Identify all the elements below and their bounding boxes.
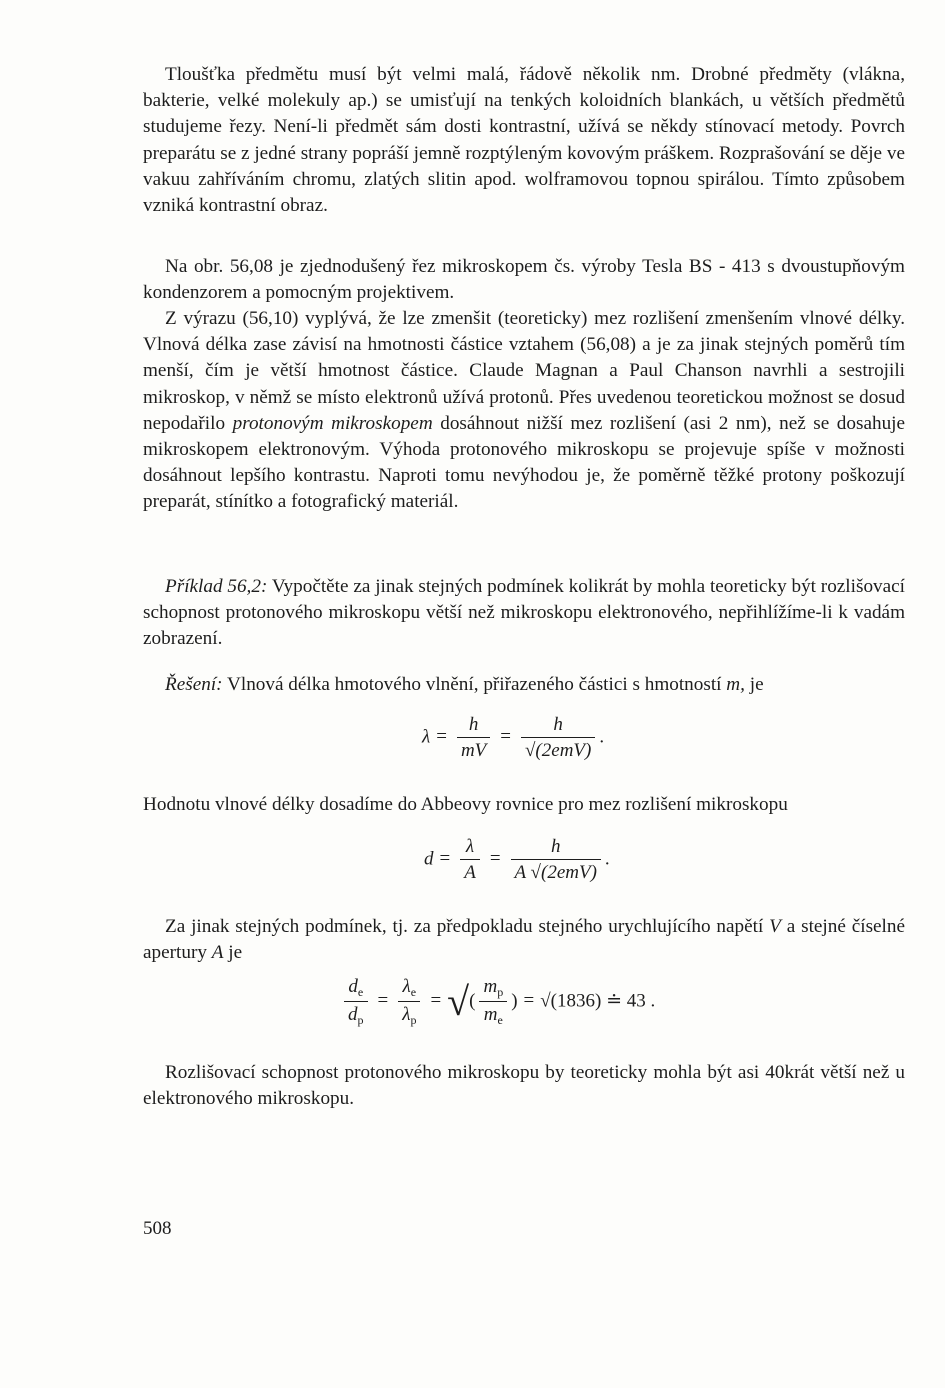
paragraph-text: dosáhnout nižší mez rozlišení (asi 2 nm), než se dosahuje mikroskopem elektronovým. Výhoda protonového mikroskopu se projevuje spíše v možnosti dosáhnout lepšího kontrastu. Naproti tomu nevýhodou je, že poměrně těžké protony poškozují preparát, stínítko a fotografický materiál. [143, 412, 906, 513]
fraction-h-mv [457, 714, 490, 762]
paragraph-specimen-preparation [143, 62, 905, 219]
period: . [599, 726, 605, 748]
solution-tail: je [749, 674, 764, 695]
formula-wavelength [422, 714, 604, 762]
subscript: p [357, 1013, 364, 1027]
numerator [479, 976, 507, 1002]
formula-resolution-limit [424, 836, 610, 884]
fraction-h-sqrt [521, 714, 595, 762]
paragraph-text: Na obr. 56,08 je zjednodušený řez mikroskopem čs. výroby Tesla BS - 413 s dvoustupňovým kondenzorem a pomocným projektivem. [143, 256, 905, 304]
symbol: λ [402, 976, 411, 997]
subscript: e [357, 985, 364, 999]
variable-m: m, [726, 674, 745, 695]
example-block [143, 574, 905, 653]
denominator [479, 1002, 507, 1028]
sqrt-sign: √ [447, 979, 470, 1024]
paragraph-text: Z výrazu (56,10) vyplývá, že lze zmenšit (teoreticky) mez rozlišení zmenšením vlnové délky. Vlnová délka zase závisí na hmotnosti částice vztahem (56,08) a je za jinak stejných poměrů tím menší, čím je větší hmotnost částice. Claude Magnan a Paul Chanson navrhli a sestrojili mikroskop, v němž se místo elektronů užívá protonů. Přes uvedenou teoretickou možnost se dosud nepodařilo [143, 308, 905, 434]
equals-sign: = [500, 726, 511, 748]
solution-label: Řešení: [165, 674, 223, 695]
subscript: p [410, 1013, 417, 1027]
example-label: Příklad 56,2: [165, 576, 268, 597]
conclusion-paragraph [143, 1060, 905, 1112]
solution-intro [143, 672, 905, 698]
paragraph-proton-microscope [143, 306, 905, 516]
italic-term: protonovým mikroskopem [232, 412, 433, 434]
equals-sign: = [523, 990, 535, 1012]
denominator: A √(2emV) [514, 862, 597, 883]
numerator: h [457, 714, 490, 738]
fraction-lambda-ratio [398, 976, 420, 1028]
paragraph-text: Hodnotu vlnové délky dosadíme do Abbeovy rovnice pro mez rozlišení mikroskopu [143, 794, 788, 815]
paren-open: ( [469, 990, 476, 1012]
fraction-h-a-sqrt [511, 836, 601, 884]
paragraph-text: Tloušťka předmětu musí být velmi malá, řádově několik nm. Drobné předměty (vlákna, bakterie, velké molekuly ap.) se umisťují na tenkých koloidních blankách, u větších předmětů studujeme řezy. Není-li předmět sám dosti kontrastní, užívá se někdy stínovací metody. Povrch preparátu se z jedné strany popráší jemně rozptýleným kovovým práškem. Rozprašování se děje ve vakuu zahříváním chromu, zlatých slitin apod. wolframovou topnou spirálou. Tímto způsobem vzniká kontrastní obraz. [143, 64, 905, 217]
denominator: mV [460, 740, 487, 761]
symbol: λ [402, 1004, 411, 1025]
equals-sign: = [436, 726, 447, 748]
fraction-mass-ratio [479, 976, 507, 1028]
variable-a: A [211, 942, 224, 964]
denominator: √(2emV) [525, 740, 592, 761]
subscript: e [410, 985, 417, 999]
numerator: h [511, 836, 601, 860]
abbe-paragraph [143, 792, 905, 818]
paren-close: ) [511, 990, 518, 1012]
denominator [398, 1002, 420, 1028]
condition-text: je [228, 942, 243, 964]
paragraph-text: Rozlišovací schopnost protonového mikroskopu by teoreticky mohla být asi 40krát větší než u elektronového mikroskopu. [143, 1062, 905, 1110]
numerator [398, 976, 420, 1002]
formula-lhs: λ [422, 726, 431, 748]
numerator: h [521, 714, 595, 738]
equals-sign: = [439, 848, 451, 870]
condition-paragraph [143, 914, 905, 966]
variable-v: V [769, 916, 781, 937]
example-text: Vypočtěte za jinak stejných podmínek kolikrát by mohla teoreticky být rozlišovací schopnost protonového mikroskopu větší než mikroskopu elektronového, nepřihlížíme-li k vadám zobrazení. [143, 576, 905, 650]
formula-lhs: d [424, 848, 434, 870]
symbol: d [348, 976, 358, 997]
fraction-de-dp [344, 976, 368, 1028]
symbol: m [483, 976, 498, 997]
symbol: d [348, 1004, 358, 1025]
page-number: 508 [143, 1218, 172, 1239]
fraction-lambda-a [460, 836, 480, 884]
ratio-value: √(1836) ≐ 43 . [540, 990, 656, 1012]
numerator: λ [460, 836, 480, 860]
condition-text: Za jinak stejných podmínek, tj. za předpokladu stejného urychlujícího napětí [165, 916, 764, 937]
subscript: e [497, 1013, 503, 1027]
equals-sign: = [489, 848, 501, 870]
equals-sign: = [430, 990, 442, 1012]
condition-text: a stejné číselné apertury [143, 916, 905, 964]
paragraph-tesla-microscope [143, 254, 905, 306]
formula-ratio [340, 976, 655, 1028]
denominator: A [464, 862, 476, 883]
solution-text: Vlnová délka hmotového vlnění, přiřazeného částici s hmotností [227, 674, 722, 695]
equals-sign: = [377, 990, 389, 1012]
subscript: p [497, 985, 504, 999]
numerator [344, 976, 368, 1002]
period: . [604, 848, 610, 870]
denominator [344, 1002, 368, 1028]
symbol: m [483, 1004, 498, 1025]
